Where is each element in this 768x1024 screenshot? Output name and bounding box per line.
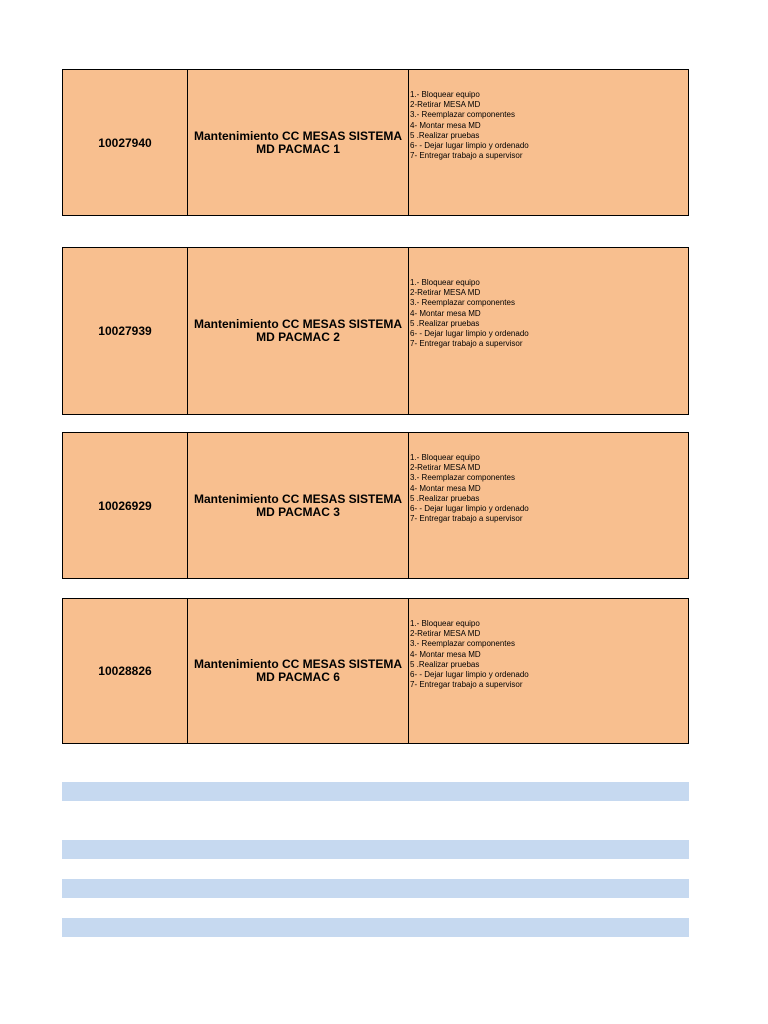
work-order-title [188,433,409,578]
step-item: 5 .Realizar pruebas [410,659,480,669]
step-item: 5 .Realizar pruebas [410,318,480,328]
empty-row-band [62,782,689,801]
step-item: 1.- Bloquear equipo [410,619,480,628]
work-order-title [188,248,409,414]
step-item: 2-Retirar MESA MD [410,100,481,110]
step-item: 6- - Dejar lugar limpio y ordenado [410,670,529,680]
work-order-title-line1: Mantenimiento CC MESAS SISTEMA [193,657,402,671]
step-item: 2-Retirar MESA MD [410,288,481,298]
work-order-steps [409,70,688,215]
work-order-block [62,247,689,415]
step-item: 4- Montar mesa MD [410,483,481,493]
step-item: 2-Retirar MESA MD [410,629,481,639]
work-order-title-line2: MD PACMAC 2 [256,330,340,344]
step-item: 7- Entregar trabajo a supervisor [410,514,523,524]
step-item: 1.- Bloquear equipo [410,453,480,462]
step-item: 3.- Reemplazar componentes [410,110,515,120]
step-item: 3.- Reemplazar componentes [410,639,515,649]
work-order-code: 10027940 [63,70,188,215]
step-item: 7- Entregar trabajo a supervisor [410,339,523,349]
work-order-title-line2: MD PACMAC 1 [256,141,340,156]
empty-row-band [62,879,689,898]
step-item: 1.- Bloquear equipo [410,90,480,99]
step-item: 6- - Dejar lugar limpio y ordenado [410,504,529,514]
step-item: 7- Entregar trabajo a supervisor [410,680,523,690]
work-order-code: 10026929 [63,433,188,578]
work-order-title-line2: MD PACMAC 3 [256,504,340,519]
work-order-code: 10028826 [63,599,188,743]
step-item: 3.- Reemplazar componentes [410,473,515,483]
work-order-title-line1: Mantenimiento CC MESAS SISTEMA [193,491,402,506]
work-order-steps [409,433,688,578]
step-item: 4- Montar mesa MD [410,308,481,318]
step-item: 7- Entregar trabajo a supervisor [410,151,523,161]
step-item: 6- - Dejar lugar limpio y ordenado [410,329,529,339]
empty-row-band [62,840,689,859]
work-order-block [62,432,689,579]
step-item: 3.- Reemplazar componentes [410,298,515,308]
empty-row-band [62,918,689,937]
work-order-title [188,599,409,743]
work-order-steps [409,599,688,743]
work-order-title [188,70,409,215]
work-order-title-line1: Mantenimiento CC MESAS SISTEMA [193,128,402,143]
work-order-title-line1: Mantenimiento CC MESAS SISTEMA [193,317,402,331]
work-order-title-line2: MD PACMAC 6 [256,670,340,684]
step-item: 5 .Realizar pruebas [410,493,480,503]
work-order-block [62,69,689,216]
step-item: 4- Montar mesa MD [410,649,481,659]
step-item: 5 .Realizar pruebas [410,130,480,140]
step-item: 1.- Bloquear equipo [410,278,480,287]
work-order-code: 10027939 [63,248,188,414]
step-item: 2-Retirar MESA MD [410,463,481,473]
work-order-block [62,598,689,744]
step-item: 4- Montar mesa MD [410,120,481,130]
step-item: 6- - Dejar lugar limpio y ordenado [410,141,529,151]
work-order-steps [409,248,688,414]
